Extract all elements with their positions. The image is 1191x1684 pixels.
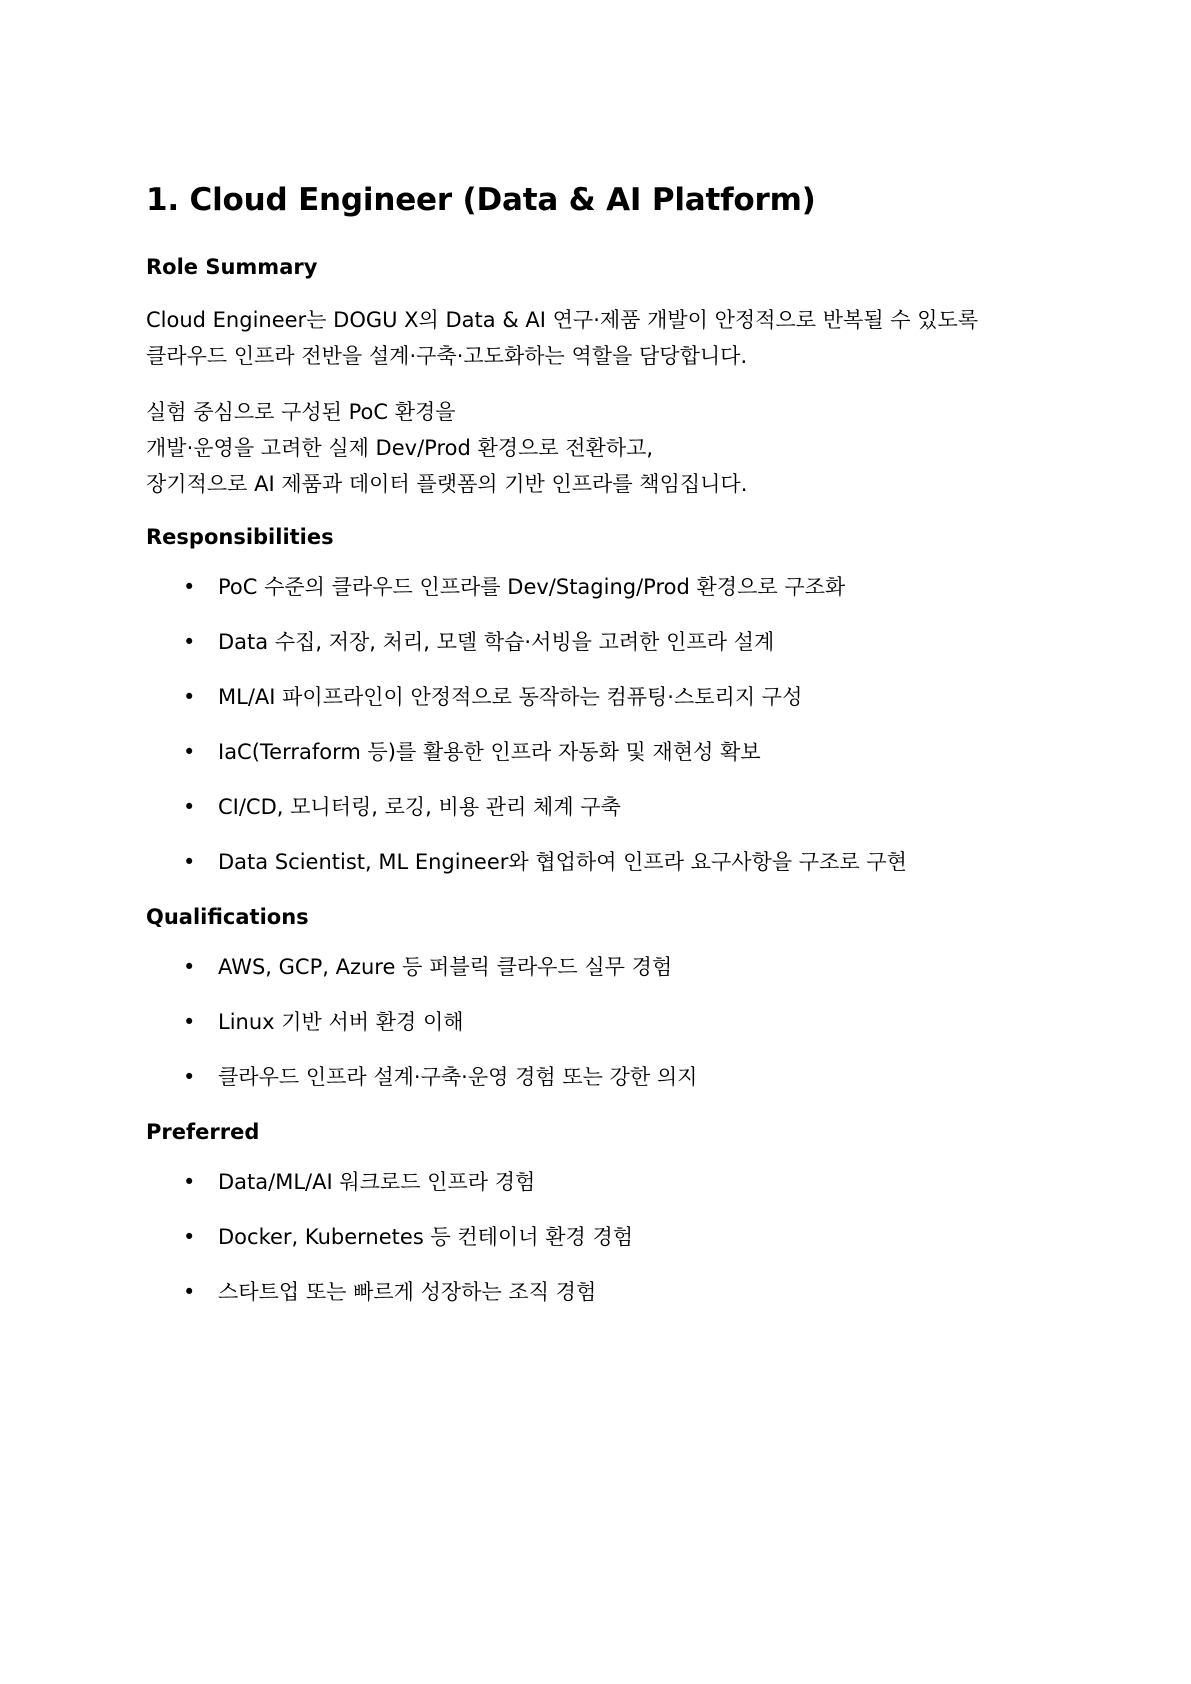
preferred-heading: Preferred — [146, 1120, 260, 1144]
bullet-icon: • — [183, 630, 196, 654]
list-item — [146, 572, 1046, 602]
list-item — [146, 1277, 1046, 1307]
list-item-text: ML/AI 파이프라인이 안정적으로 동작하는 컴퓨팅·스토리지 구성 — [218, 685, 803, 709]
list-item — [146, 627, 1046, 657]
document-title: 1. Cloud Engineer (Data & AI Platform) — [146, 182, 816, 218]
document-page — [146, 178, 1046, 1332]
bullet-icon: • — [183, 1225, 196, 1249]
list-item-text: Linux 기반 서버 환경 이해 — [218, 1010, 464, 1034]
list-item — [146, 1007, 1046, 1037]
list-item — [146, 737, 1046, 767]
list-item-text: PoC 수준의 클라우드 인프라를 Dev/Staging/Prod 환경으로 구조화 — [218, 575, 846, 599]
bullet-icon: • — [183, 1065, 196, 1089]
list-item — [146, 792, 1046, 822]
bullet-icon: • — [183, 1280, 196, 1304]
list-item-text: 클라우드 인프라 설계·구축·운영 경험 또는 강한 의지 — [218, 1065, 698, 1089]
list-item — [146, 1222, 1046, 1252]
responsibilities-heading: Responsibilities — [146, 525, 334, 549]
bullet-icon: • — [183, 1010, 196, 1034]
bullet-icon: • — [183, 575, 196, 599]
list-item — [146, 1167, 1046, 1197]
role-summary-paragraph-1: Cloud Engineer는 DOGU X의 Data & AI 연구·제품 개발이 안정적으로 반복될 수 있도록 클라우드 인프라 전반을 설계·구축·고도화하는 역할을 담당합니다. — [146, 308, 979, 368]
bullet-icon: • — [183, 685, 196, 709]
role-summary-heading: Role Summary — [146, 255, 318, 279]
bullet-icon: • — [183, 795, 196, 819]
bullet-icon: • — [183, 955, 196, 979]
list-item — [146, 1062, 1046, 1092]
list-item — [146, 952, 1046, 982]
list-item-text: Docker, Kubernetes 등 컨테이너 환경 경험 — [218, 1225, 634, 1249]
list-item — [146, 847, 1046, 877]
list-item-text: Data/ML/AI 워크로드 인프라 경험 — [218, 1170, 536, 1194]
role-summary-section — [146, 252, 1046, 502]
list-item-text: AWS, GCP, Azure 등 퍼블릭 클라우드 실무 경험 — [218, 955, 673, 979]
list-item-text: Data Scientist, ML Engineer와 협업하여 인프라 요구사항을 구조로 구현 — [218, 850, 907, 874]
qualifications-heading: Qualifications — [146, 905, 309, 929]
list-item-text: CI/CD, 모니터링, 로깅, 비용 관리 체계 구축 — [218, 795, 621, 819]
preferred-section — [146, 1117, 1046, 1307]
qualifications-section — [146, 902, 1046, 1092]
list-item-text: 스타트업 또는 빠르게 성장하는 조직 경험 — [218, 1280, 597, 1304]
preferred-list — [146, 1167, 1046, 1307]
qualifications-list — [146, 952, 1046, 1092]
responsibilities-section — [146, 522, 1046, 877]
list-item — [146, 682, 1046, 712]
list-item-text: IaC(Terraform 등)를 활용한 인프라 자동화 및 재현성 확보 — [218, 740, 761, 764]
role-summary-paragraph-2: 실험 중심으로 구성된 PoC 환경을 개발·운영을 고려한 실제 Dev/Prod 환경으로 전환하고, 장기적으로 AI 제품과 데이터 플랫폼의 기반 인프라를 책임집니다. — [146, 400, 748, 496]
bullet-icon: • — [183, 850, 196, 874]
list-item-text: Data 수집, 저장, 처리, 모델 학습·서빙을 고려한 인프라 설계 — [218, 630, 775, 654]
bullet-icon: • — [183, 740, 196, 764]
responsibilities-list — [146, 572, 1046, 877]
bullet-icon: • — [183, 1170, 196, 1194]
